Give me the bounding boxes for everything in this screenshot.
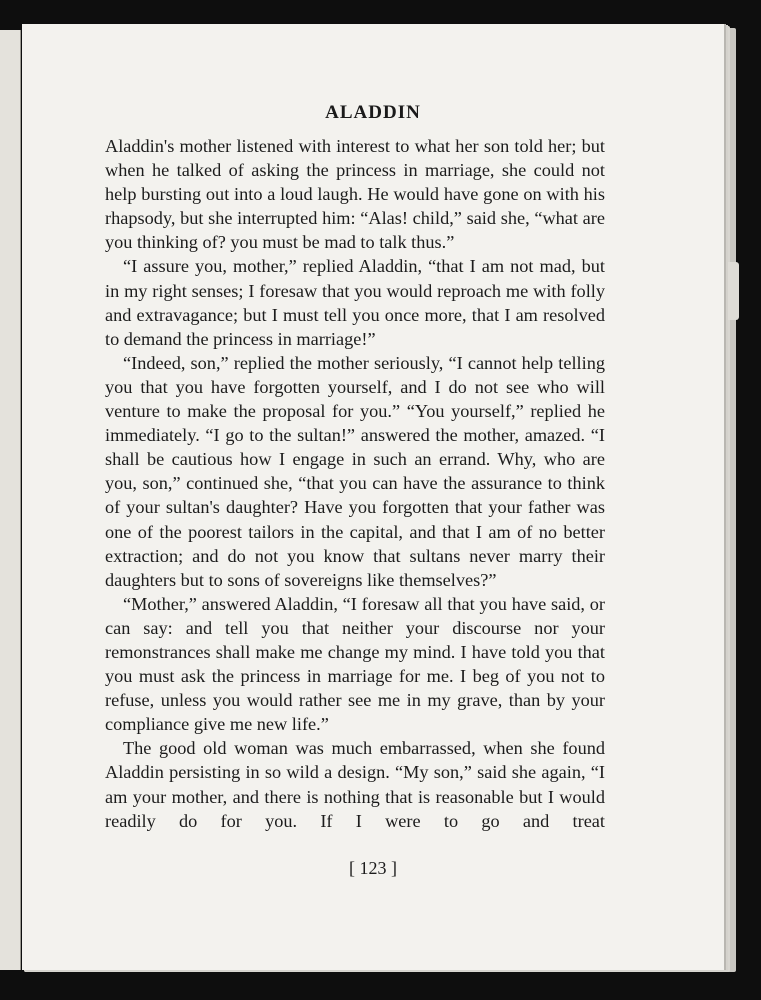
page-number: [ 123 ] bbox=[349, 858, 397, 878]
running-head: ALADDIN bbox=[325, 102, 421, 123]
paragraph-4: “Mother,” answered Aladdin, “I foresaw all that you have said, or can say: and tell you that neither your discourse nor your remonstrances shall make me change my mind. I have told you that you must ask the princess in marriage for me. I beg of you not to refuse, unless you would rather see me in my grave, than by your compliance give me new life.” bbox=[105, 593, 605, 735]
paragraph-2: “I assure you, mother,” replied Aladdin, “that I am not mad, but in my right senses; I foresaw that you would reproach me with folly and extravagance; but I must tell you once more, that I am resolved to demand the princess in marriage!” bbox=[105, 256, 605, 349]
paragraph-1: Aladdin's mother listened with interest to what her son told her; but when he talked of asking the princess in marriage, she could not help bursting out into a loud laugh. He would have gone on with his rhapsody, but she interrupted him: “Alas! child,” said she, “what are you thinking of? you must be mad to talk thus.” bbox=[105, 136, 605, 253]
paragraph-3: “Indeed, son,” replied the mother seriously, “I cannot help telling you that you have forgotten yourself, and I do not see who will venture to make the proposal for you.” “You yourself,” replied he immediately. “I go to the sultan!” answered the mother, amazed. “I shall be cautious how I engage in such an errand. Why, who are you, son,” continued she, “that you can have the assurance to think of your sultan's daughter? Have you forgotten that your father was one of the poorest tailors in the capital, and that I am of no better extraction; and do not you know that sultans never marry their daughters but to sons of sovereigns like themselves?” bbox=[105, 352, 605, 590]
paragraph-5: The good old woman was much embarrassed, when she found Aladdin persisting in so wild a design. “My son,” said she again, “I am your mother, and there is nothing that is reasonable but I would readily do for you. If I were to go and treat bbox=[105, 738, 605, 831]
facing-page-edge bbox=[0, 30, 21, 970]
book-page bbox=[22, 24, 724, 970]
body-text bbox=[105, 134, 605, 833]
page-edge-tab bbox=[727, 262, 739, 320]
